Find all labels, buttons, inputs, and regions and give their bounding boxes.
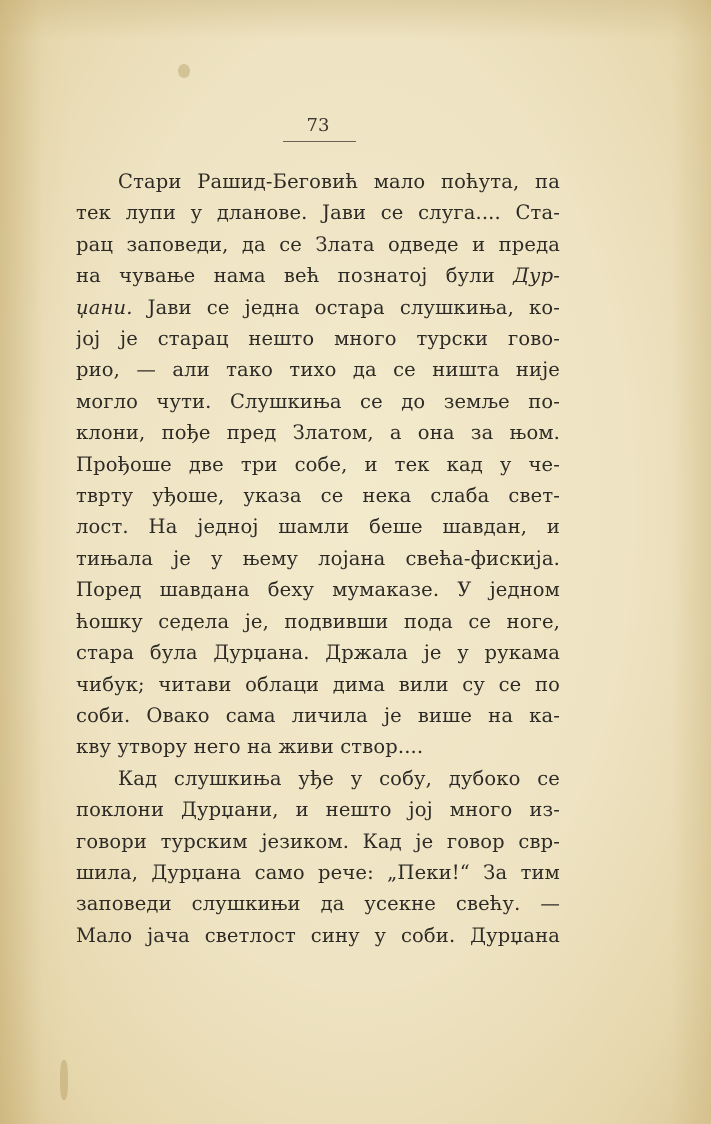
line-text: Стари Рашид-Беговић мало поћута, па: [118, 170, 560, 193]
line-text: стара була Дурџана. Држала је у рукама: [76, 641, 560, 665]
line-text: Прођоше две три собе, и тек кад у че-: [76, 452, 560, 476]
text-line: [76, 574, 560, 605]
text-line: [76, 637, 560, 668]
text-line: [76, 826, 560, 857]
text-line: [76, 700, 560, 731]
text-line: [76, 197, 560, 228]
page-edge-shadow-right: [671, 0, 711, 1124]
text-line: [76, 292, 560, 323]
page-number-rule: [283, 141, 356, 142]
text-line: [76, 763, 560, 794]
text-line: [76, 417, 560, 448]
line-text: могло чути. Слушкиња се до земље по-: [76, 389, 560, 413]
body-text: [76, 166, 560, 951]
line-text: рац заповеди, да се Злата одведе и преда: [76, 232, 560, 256]
line-text: Кад слушкиња уђе у собу, дубоко се: [118, 766, 560, 790]
text-line: [76, 386, 560, 417]
text-line: [76, 260, 560, 291]
page-number: 73: [306, 115, 330, 136]
text-line: [76, 794, 560, 825]
text-line: [76, 323, 560, 354]
line-text: јој је старац нешто много турски гово-: [76, 327, 560, 351]
line-text: говори турским језиком. Кад је говор свр-: [76, 829, 560, 853]
text-line: [76, 606, 560, 637]
line-text: рио, — али тако тихо да се ништа није: [76, 358, 560, 382]
text-line: [76, 449, 560, 480]
line-text: клони, пође пред Златом, а она за њом.: [76, 421, 560, 445]
line-text: поклони Дурџани, и нешто јој много из-: [76, 798, 560, 822]
text-line: [76, 888, 560, 919]
text-line: [76, 857, 560, 888]
page-edge-shadow-top: [0, 0, 711, 40]
line-text: на чување нама већ познатој були: [76, 264, 514, 288]
line-text: Јави се једна остара слушкиња, ко-: [132, 295, 560, 319]
italic-word: џани.: [76, 295, 133, 319]
text-line: [76, 511, 560, 542]
line-text: кву утвору него на живи створ....: [76, 735, 424, 759]
line-text: шила, Дурџана само рече: „Пеки!“ За тим: [76, 860, 560, 884]
text-line: [76, 731, 560, 762]
text-line: [76, 480, 560, 511]
line-text: Поред шавдана беху мумаказе. У једном: [76, 578, 560, 602]
paper-stain: [178, 64, 190, 78]
line-text: тек лупи у дланове. Јави се слуга.... Ста-: [76, 201, 560, 225]
text-line: [76, 229, 560, 260]
line-text: тврту уђоше, указа се нека слаба свет-: [76, 484, 560, 508]
line-text: лост. На једној шамли беше шавдан, и: [76, 515, 560, 539]
page-edge-shadow-left: [0, 0, 70, 1124]
line-text: Мало јача светлост сину у соби. Дурџана: [76, 923, 560, 947]
line-text: заповеди слушкињи да усекне свећу. —: [76, 892, 560, 916]
text-line: [76, 354, 560, 385]
line-text: ћошку седела је, подвивши пода се ноге,: [76, 609, 560, 633]
line-text: тињала је у њему лојана свећа-фискија.: [76, 546, 560, 570]
italic-word: Дур-: [513, 264, 560, 288]
paper-stain: [60, 1060, 68, 1100]
text-line: [76, 166, 560, 197]
text-line: [76, 669, 560, 700]
line-text: чибук; читави облаци дима вили су се по: [76, 672, 560, 696]
line-text: соби. Овако сама личила је више на ка-: [76, 703, 560, 727]
text-line: [76, 543, 560, 574]
text-line: [76, 920, 560, 951]
